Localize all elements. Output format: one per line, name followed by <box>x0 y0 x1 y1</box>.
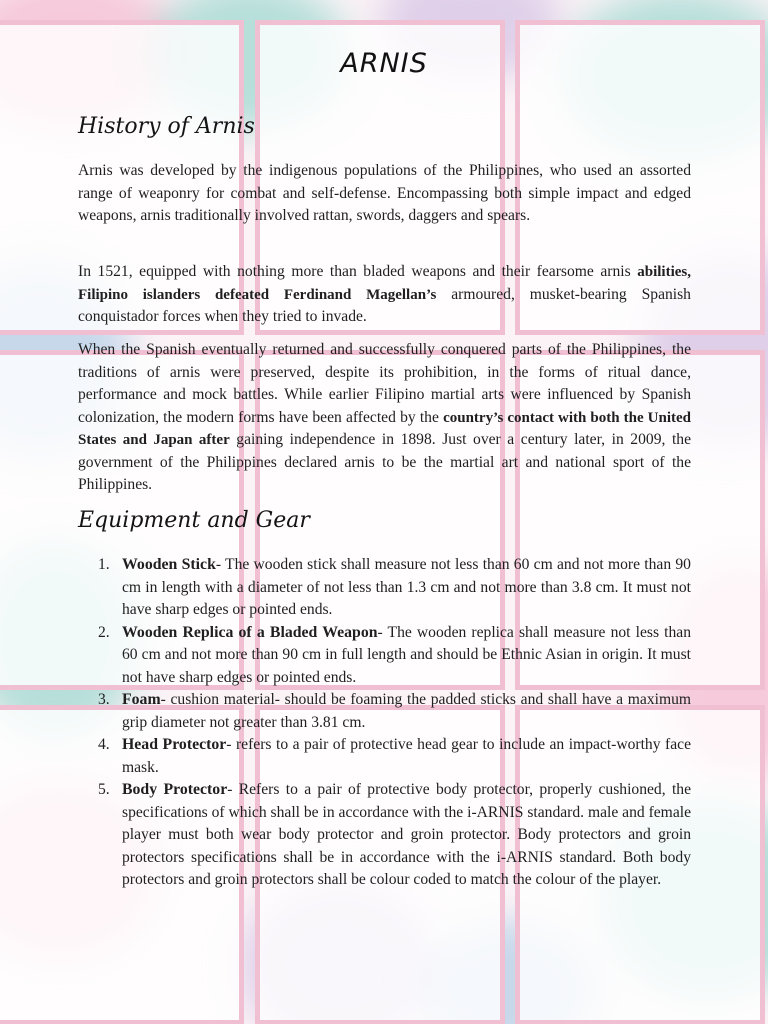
list-item-text: - Refers to a pair of protective body protector, properly cushioned, the specifications of which shall be in accordance with the i-ARNIS standard. male and female player must both wear body protector and groin protector. Body protectors and groin protectors specifications shall be in accordance with the i-ARNIS standard. Both body protectors and groin protectors shall be colour coded to match the colour of the player. <box>122 781 691 888</box>
list-item <box>78 689 691 734</box>
list-item-term: Wooden Stick <box>122 556 216 573</box>
equipment-list <box>78 554 691 892</box>
history-paragraph-2-emphasis: abilities, Filipino islanders defeated Ferdinand Magellan’s <box>78 264 691 303</box>
history-paragraph-3-text-c: gaining independence in 1898. Just over a century later, in 2009, the government of the Philippines declared arnis to be the martial art and national sport of the Philippines. <box>78 431 691 493</box>
list-item-number: 5. <box>98 781 110 798</box>
history-paragraph-3-emphasis: country’s contact with both the United States and Japan after <box>78 409 691 448</box>
list-item-term: Head Protector <box>122 736 227 753</box>
list-item <box>78 779 691 892</box>
list-item-number: 4. <box>98 736 110 753</box>
list-item <box>78 622 691 690</box>
list-item-term: Wooden Replica of a Bladed Weapon <box>122 623 378 641</box>
list-item-text: - The wooden replica shall measure not less than 60 cm and not more than 90 cm in full length and should be Ethnic Asian in origin. It must not have sharp edges or pointed ends. <box>122 623 691 686</box>
list-item-number: 3. <box>98 691 110 708</box>
history-paragraph-2-text-c: armoured, musket-bearing Spanish conquistador forces when they tried to invade. <box>78 285 691 325</box>
list-item-number: 2. <box>98 623 110 641</box>
history-paragraph-2-text-a: In 1521, equipped with nothing more than bladed weapons and their fearsome arnis <box>78 263 638 280</box>
history-paragraph-1: Arnis was developed by the indigenous populations of the Philippines, who used an assorted range of weaponry for combat and self-defense. Encompassing both simple impact and edged weapons, arnis traditionally involved rattan, swords, daggers and spears. <box>78 162 691 224</box>
equipment-heading: Equipment and Gear <box>78 508 310 533</box>
history-heading: History of Arnis <box>78 114 255 139</box>
history-paragraph-3-text-a: When the Spanish eventually returned and successfully conquered parts of the Philippines, the traditions of arnis were preserved, despite its prohibition, in the forms of ritual dance, performance and mock battles. While earlier Filipino martial arts were influenced by Spanish colonization, the modern forms have been affected by the <box>78 341 691 426</box>
list-item-text: - cushion material- should be foaming the padded sticks and shall have a maximum grip diameter not greater than 3.81 cm. <box>122 691 691 731</box>
history-paragraph-3 <box>78 339 691 497</box>
list-item-number: 1. <box>98 556 110 573</box>
list-item <box>78 734 691 779</box>
list-item <box>78 554 691 622</box>
list-item-term: Foam <box>122 691 161 708</box>
list-item-text: - The wooden stick shall measure not less than 60 cm and not more than 90 cm in length with a diameter of not less than 1.3 cm and not more than 3.8 cm. It must not have sharp edges or pointed ends. <box>122 556 691 618</box>
history-paragraph-2 <box>78 261 691 329</box>
list-item-text: - refers to a pair of protective head gear to include an impact-worthy face mask. <box>122 736 691 776</box>
document-title: ARNIS <box>340 48 428 79</box>
list-item-term: Body Protector <box>122 781 228 798</box>
